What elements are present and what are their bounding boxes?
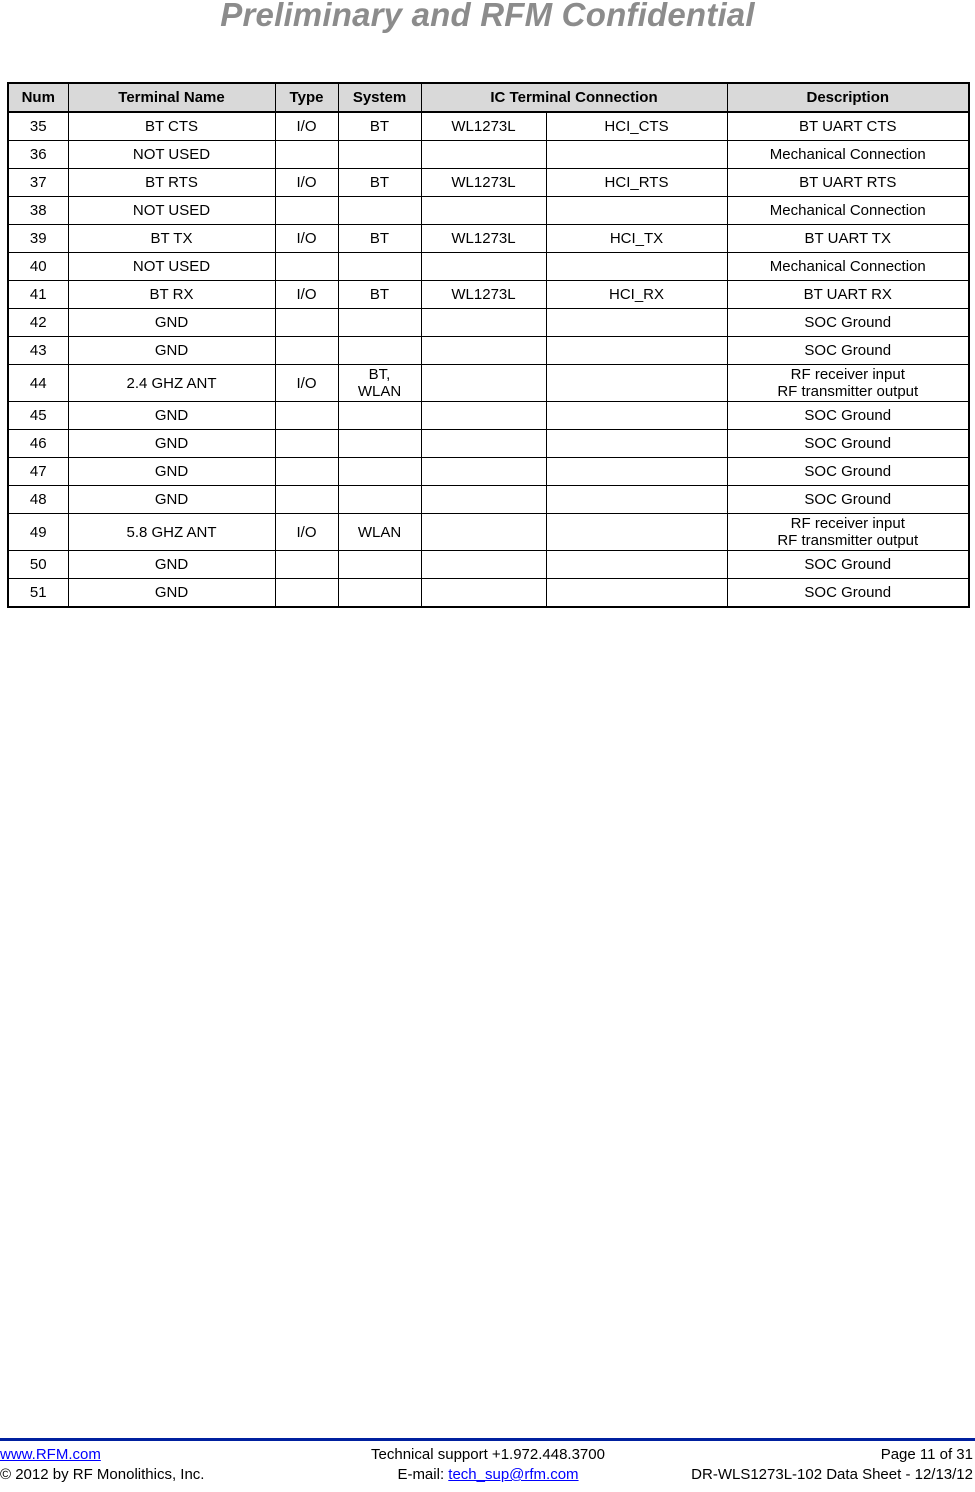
terminal-name: BT CTS — [68, 112, 275, 141]
pin-system: BT — [338, 112, 421, 141]
terminal-name: GND — [68, 402, 275, 430]
ic-part — [421, 253, 546, 281]
pin-number: 41 — [8, 281, 68, 309]
pin-description: Mechanical Connection — [727, 197, 969, 225]
pin-type — [275, 458, 338, 486]
ic-terminal: HCI_RX — [546, 281, 727, 309]
table-row — [8, 141, 969, 169]
table-row — [8, 112, 969, 141]
ic-part — [421, 365, 546, 402]
pin-description: Mechanical Connection — [727, 253, 969, 281]
watermark-title: Preliminary and RFM Confidential — [220, 0, 755, 33]
table-row — [8, 169, 969, 197]
terminal-name: GND — [68, 430, 275, 458]
pin-type — [275, 309, 338, 337]
ic-part: WL1273L — [421, 169, 546, 197]
table-row — [8, 337, 969, 365]
pin-type: I/O — [275, 169, 338, 197]
pin-description — [727, 365, 969, 402]
pin-system: BT — [338, 225, 421, 253]
ic-part — [421, 402, 546, 430]
pin-number: 36 — [8, 141, 68, 169]
email-link[interactable]: tech_sup@rfm.com — [448, 1466, 579, 1483]
pin-system-line: BT, — [368, 366, 391, 383]
pin-type: I/O — [275, 225, 338, 253]
pin-number: 45 — [8, 402, 68, 430]
pin-type — [275, 551, 338, 579]
pin-description-line: RF transmitter output — [777, 532, 919, 549]
terminal-name: NOT USED — [68, 253, 275, 281]
pin-description: BT UART CTS — [727, 112, 969, 141]
terminal-name: GND — [68, 309, 275, 337]
ic-part — [421, 486, 546, 514]
pin-system: BT — [338, 281, 421, 309]
pin-description: SOC Ground — [727, 430, 969, 458]
pin-number: 43 — [8, 337, 68, 365]
header-description: Description — [727, 83, 969, 112]
pin-type — [275, 430, 338, 458]
table-row — [8, 402, 969, 430]
ic-terminal: HCI_RTS — [546, 169, 727, 197]
pin-description: SOC Ground — [727, 579, 969, 608]
pin-number: 44 — [8, 365, 68, 402]
ic-part — [421, 141, 546, 169]
terminal-name: 2.4 GHZ ANT — [68, 365, 275, 402]
pin-type — [275, 141, 338, 169]
pin-number: 46 — [8, 430, 68, 458]
header-num: Num — [8, 83, 68, 112]
pin-description: SOC Ground — [727, 309, 969, 337]
terminal-name: BT TX — [68, 225, 275, 253]
terminal-name: GND — [68, 551, 275, 579]
pin-system: WLAN — [338, 514, 421, 551]
terminal-name: GND — [68, 579, 275, 608]
pin-description: SOC Ground — [727, 551, 969, 579]
ic-terminal — [546, 337, 727, 365]
pin-system — [338, 486, 421, 514]
header-terminal-name: Terminal Name — [68, 83, 275, 112]
pin-type — [275, 402, 338, 430]
ic-part — [421, 514, 546, 551]
pin-type — [275, 197, 338, 225]
ic-terminal — [546, 402, 727, 430]
header-ic-terminal-connection: IC Terminal Connection — [421, 83, 727, 112]
pin-number: 49 — [8, 514, 68, 551]
pin-system — [338, 337, 421, 365]
ic-part: WL1273L — [421, 281, 546, 309]
terminal-name: GND — [68, 337, 275, 365]
pin-system — [338, 430, 421, 458]
pin-number: 42 — [8, 309, 68, 337]
terminal-name: NOT USED — [68, 197, 275, 225]
pin-system — [338, 141, 421, 169]
table-row — [8, 579, 969, 608]
pin-description: SOC Ground — [727, 337, 969, 365]
pin-description: SOC Ground — [727, 458, 969, 486]
pin-description: Mechanical Connection — [727, 141, 969, 169]
pin-type — [275, 337, 338, 365]
ic-terminal — [546, 579, 727, 608]
ic-part — [421, 458, 546, 486]
table-row — [8, 430, 969, 458]
ic-terminal — [546, 197, 727, 225]
table-row — [8, 225, 969, 253]
header-type: Type — [275, 83, 338, 112]
pin-system — [338, 579, 421, 608]
pin-number: 35 — [8, 112, 68, 141]
pin-system — [338, 253, 421, 281]
pin-description-line: RF receiver input — [790, 366, 905, 383]
table-row — [8, 551, 969, 579]
terminal-name: BT RTS — [68, 169, 275, 197]
ic-terminal — [546, 551, 727, 579]
table-row — [8, 309, 969, 337]
ic-terminal — [546, 141, 727, 169]
ic-terminal — [546, 430, 727, 458]
ic-terminal: HCI_CTS — [546, 112, 727, 141]
email-label: E-mail: — [397, 1466, 449, 1483]
pin-system — [338, 197, 421, 225]
ic-terminal: HCI_TX — [546, 225, 727, 253]
pin-number: 47 — [8, 458, 68, 486]
ic-terminal — [546, 486, 727, 514]
pin-number: 51 — [8, 579, 68, 608]
terminal-name: GND — [68, 486, 275, 514]
pin-number: 48 — [8, 486, 68, 514]
ic-part — [421, 337, 546, 365]
pin-system: BT — [338, 169, 421, 197]
ic-part — [421, 309, 546, 337]
pin-system — [338, 458, 421, 486]
ic-terminal — [546, 514, 727, 551]
table-row — [8, 197, 969, 225]
pin-system-line: WLAN — [357, 383, 402, 400]
pin-type: I/O — [275, 281, 338, 309]
table-row — [8, 514, 969, 551]
document-id: DR-WLS1273L-102 Data Sheet - 12/13/12 — [691, 1466, 973, 1483]
ic-part: WL1273L — [421, 112, 546, 141]
email-line — [358, 1466, 618, 1483]
pin-number: 50 — [8, 551, 68, 579]
terminal-name: GND — [68, 458, 275, 486]
pin-number: 37 — [8, 169, 68, 197]
website-link[interactable]: www.RFM.com — [0, 1446, 101, 1463]
table-row — [8, 365, 969, 402]
table-row — [8, 486, 969, 514]
ic-terminal — [546, 458, 727, 486]
table-row — [8, 458, 969, 486]
ic-terminal — [546, 365, 727, 402]
table-row — [8, 281, 969, 309]
pin-type: I/O — [275, 112, 338, 141]
pin-description: SOC Ground — [727, 402, 969, 430]
support-phone: Technical support +1.972.448.3700 — [371, 1446, 605, 1463]
pin-system — [338, 551, 421, 579]
copyright: © 2012 by RF Monolithics, Inc. — [0, 1466, 205, 1483]
ic-terminal — [546, 309, 727, 337]
pin-description-line: RF transmitter output — [777, 383, 919, 400]
pin-number: 40 — [8, 253, 68, 281]
pin-description: BT UART TX — [727, 225, 969, 253]
pin-type — [275, 486, 338, 514]
ic-terminal — [546, 253, 727, 281]
pin-description: BT UART RX — [727, 281, 969, 309]
pin-type — [275, 579, 338, 608]
pin-number: 39 — [8, 225, 68, 253]
ic-part: WL1273L — [421, 225, 546, 253]
pin-type — [275, 253, 338, 281]
pin-description: SOC Ground — [727, 486, 969, 514]
pin-description: BT UART RTS — [727, 169, 969, 197]
pin-system — [338, 402, 421, 430]
pin-description — [727, 514, 969, 551]
pin-type: I/O — [275, 365, 338, 402]
table-header-row — [8, 83, 969, 112]
pin-description-line: RF receiver input — [790, 515, 905, 532]
ic-part — [421, 430, 546, 458]
pin-system — [338, 365, 421, 402]
pin-type: I/O — [275, 514, 338, 551]
table-row — [8, 253, 969, 281]
pin-number: 38 — [8, 197, 68, 225]
page-number: Page 11 of 31 — [880, 1446, 973, 1463]
header-system: System — [338, 83, 421, 112]
pin-system — [338, 309, 421, 337]
pin-table — [7, 82, 970, 608]
terminal-name: NOT USED — [68, 141, 275, 169]
terminal-name: 5.8 GHZ ANT — [68, 514, 275, 551]
footer-divider — [0, 1438, 975, 1441]
ic-part — [421, 579, 546, 608]
terminal-name: BT RX — [68, 281, 275, 309]
ic-part — [421, 551, 546, 579]
ic-part — [421, 197, 546, 225]
